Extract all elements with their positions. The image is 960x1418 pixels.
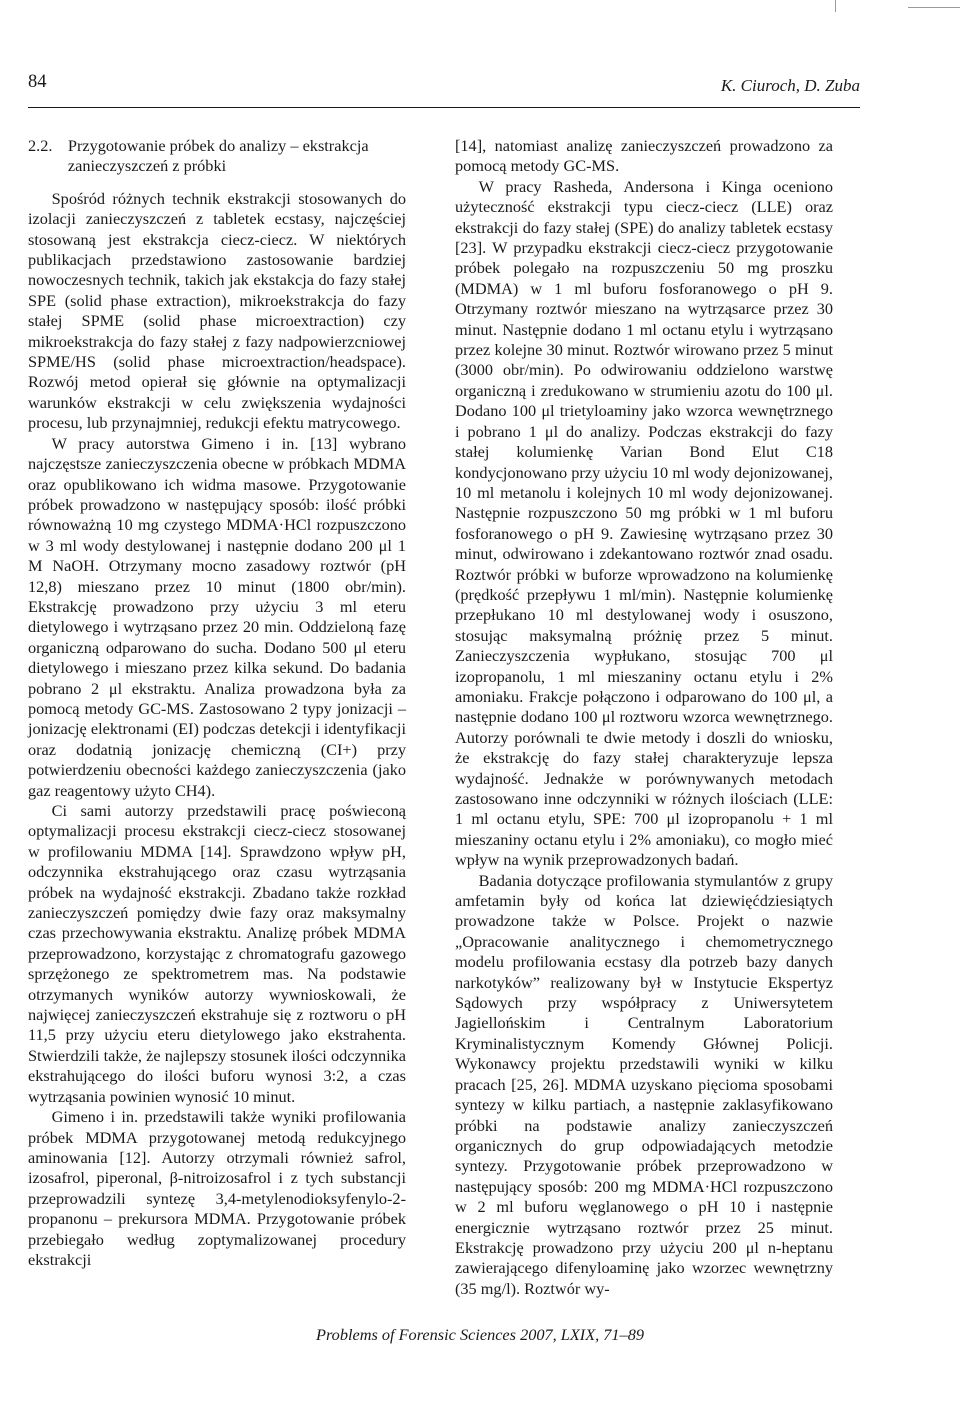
paragraph: Badania dotyczące profilowania stymulantów z grupy amfetamin były od końca lat dziewięćdziesiątych prowadzone także w Polsce. Projekt o nazwie „Opracowanie analitycznego i chemometrycznego modelu profilowania ecstasy dla potrzeb bazy danych narkotyków” realizowany był w Instytucie Ekspertyz Sądowych przy współpracy z Uniwersytetem Jagiellońskim i Centralnym Laboratorium Kryminalistycznym Komendy Głównej Policji. Wykonawcy projektu przedstawili wyniki w kilku pracach [25, 26]. MDMA uzyskano pięcioma sposobami syntezy w kilku partiach, a następnie zaklasyfikowano próbki na podstawie analizy zanieczyszczeń organicznych do grup odpowiadających metodzie syntezy. Przygotowanie próbek przeprowadzono w następujący sposób: 200 mg MDMA·HCl rozpuszczono w 2 ml buforu węglanowego o pH 10 i następnie energicznie wytrząsano roztwór przez 25 minut. Ekstrakcję prowadzono przy użyciu 200 μl n-heptanu zawierającego difenyloaminę jako wzorzec wewnętrzny (35 mg/l). Roztwór wy- <box>455 870 833 1298</box>
journal-footer: Problems of Forensic Sciences 2007, LXIX, 71–89 <box>316 1325 644 1344</box>
paragraph: W pracy autorstwa Gimeno i in. [13] wybrano najczęstsze zanieczyszczenia obecne w próbkach MDMA oraz opublikowano ich widma masowe. Przygotowanie próbek prowadzono w następujący sposób: ilość próbki równoważną 10 mg czystego MDMA·HCl rozpuszczono w 3 ml wody destylowanej i następnie dodano 200 μl 1 M NaOH. Otrzymany mocno zasadowy roztwór (pH 12,8) mieszano przez 10 minut (1800 obr/min). Ekstrakcję prowadzono przy użyciu 3 ml eteru dietylowego i wytrząsano przez 20 min. Oddzieloną fazę organiczną odparowano do sucha. Dodano 500 μl eteru dietylowego i mieszano przez kilka sekund. Do badania pobrano 2 μl ekstraktu. Analiza prowadzona była za pomocą metody GC-MS. Zastosowano 2 typy jonizacji – jonizację elektronami (EI) podczas detekcji i identyfikacji oraz dodatnią jonizację chemiczną (CI+) przy potwierdzeniu obecności każdego zanieczyszczenia (jako gaz reagentowy użyto CH4). <box>28 433 406 800</box>
paragraph: Spośród różnych technik ekstrakcji stosowanych do izolacji zanieczyszczeń z tabletek ecstasy, najczęściej stosowaną jest ekstrakcja ciecz-ciecz. W niektórych publikacjach przedstawiono zastosowanie bardziej nowoczesnych technik, takich jak ekstakcja do fazy stałej SPE (solid phase extraction), mikroekstrakcja do fazy stałej SPME (solid phase microextraction) czy mikroekstrakcja do fazy stałej z fazy nadpowierzcniowej SPME/HS (solid phase microextraction/headspace). Rozwój metod opierał się głównie na optymalizacji warunków ekstrakcji w celu zwiększenia wydajności procesu, lub przynajmniej, redukcji efektu matrycowego. <box>28 188 406 433</box>
paragraph: Ci sami autorzy przedstawili pracę poświeconą optymalizacji procesu ekstrakcji ciecz-ciecz stosowanej w profilowaniu MDMA [14]. Sprawdzono wpływ pH, odczynnika ekstrahującego oraz czasu wytrząsania próbek na wydajność ekstrakcji. Zbadano także rozkład zanieczyszczeń pomiędzy dwie fazy oraz maksymalny czas przechowywania ekstraktu. Analizę próbek MDMA przeprowadzono, korzystając z chromatografu gazowego sprzężonego ze spektrometrem mas. Na podstawie otrzymanych wyników autorzy wywnioskowali, że najwięcej zanieczyszczeń ekstrahuje się z roztworu o pH 11,5 przy użyciu eteru dietylowego jako ekstrahenta. Stwierdzili także, że najlepszy stosunek ilości odczynnika ekstrahującego do ilości buforu wynosi 3:2, a czas wytrząsania powinien wynosić 10 minut. <box>28 801 406 1106</box>
running-head-authors: K. Ciuroch, D. Zuba <box>720 76 860 95</box>
section-number: 2.2. <box>28 136 53 155</box>
section-heading <box>28 136 406 177</box>
left-column <box>28 136 406 1270</box>
crop-mark-right <box>908 7 960 8</box>
paragraph: Gimeno i in. przedstawili także wyniki profilowania próbek MDMA przygotowanej metodą redukcyjnego aminowania [12]. Autorzy otrzymali również safrol, izosafrol, piperonal, β-nitroizosafrol i z tych substancji przeprowadzili syntezę 3,4-metylenodioksyfenylo-2-propanonu – prekursora MDMA. Przygotowanie próbek przebiegało według zoptymalizowanej procedury ekstrakcji <box>28 1107 406 1269</box>
crop-mark-top <box>835 0 836 12</box>
right-column <box>455 136 833 1299</box>
page-number: 84 <box>28 72 47 92</box>
section-title: Przygotowanie próbek do analizy – ekstrakcja zanieczyszczeń z próbki <box>67 136 369 176</box>
paragraph: [14], natomiast analizę zanieczyszczeń prowadzono za pomocą metody GC-MS. <box>455 136 833 176</box>
paragraph: W pracy Rasheda, Andersona i Kinga oceniono użyteczność ekstrakcji typu ciecz-ciecz (LLE) oraz ekstrakcji do fazy stałej (SPE) do analizy tabletek ecstasy [23]. W przypadku ekstrakcji ciecz-ciecz przygotowanie próbek polegało na rozpuszczeniu 50 mg proszku (MDMA) w 1 ml buforu fosforanowego o pH 9. Otrzymany roztwór mieszano na wytrząsarce przez 30 minut. Następnie dodano 1 ml octanu etylu i wytrząsano przez kolejne 30 minut. Roztwór wirowano przez 5 minut (3000 obr/min). Po odwirowaniu oddzielono warstwę organiczną i zredukowano w strumieniu azotu do 100 μl. Dodano 100 μl trietyloaminy jako wzorca wewnętrznego i pobrano 1 μl do analizy. Podczas ekstrakcji do fazy stałej kolumienkę Varian Bond Elut C18 kondycjonowano przy użyciu 10 ml wody dejonizowanej, 10 ml metanolu i kolejnych 10 ml wody dejonizowanej. Następnie rozpuszczono 50 mg próbki w 1 ml buforu fosforanowego o pH 9. Zawiesinę wytrząsano przez 30 minut, odwirowano i zdekantowano roztwór znad osadu. Roztwór próbki w buforze wprowadzono na kolumienkę (prędkość przepływu 1 ml/min). Następnie kolumienkę przepłukano 10 ml destylowanej wody i osuszono, stosując maksymalną próżnię przez 5 minut. Zanieczyszczenia wypłukano, stosując 700 μl izopropanolu, 1 ml mieszaniny octanu etylu i 2% amoniaku. Frakcje połączono i odparowano do 100 μl, a następnie dodano 100 μl roztworu wzorca wewnętrznego. Autorzy porównali te dwie metody i doszli do wniosku, że ekstrakcję do fazy stałej charakteryzuje lepsza wydajność. Jednakże w porównywanych metodach zastosowano inne odczynniki w różnych ilościach (LLE: 1 ml octanu etylu, SPE: 700 μl izopropanolu + 1 ml mieszaniny octanu etylu i 2% amoniaku), co mogło mieć wpływ na wynik przeprowadzonych badań. <box>455 176 833 870</box>
header-rule <box>28 107 860 108</box>
page-header <box>28 72 860 102</box>
